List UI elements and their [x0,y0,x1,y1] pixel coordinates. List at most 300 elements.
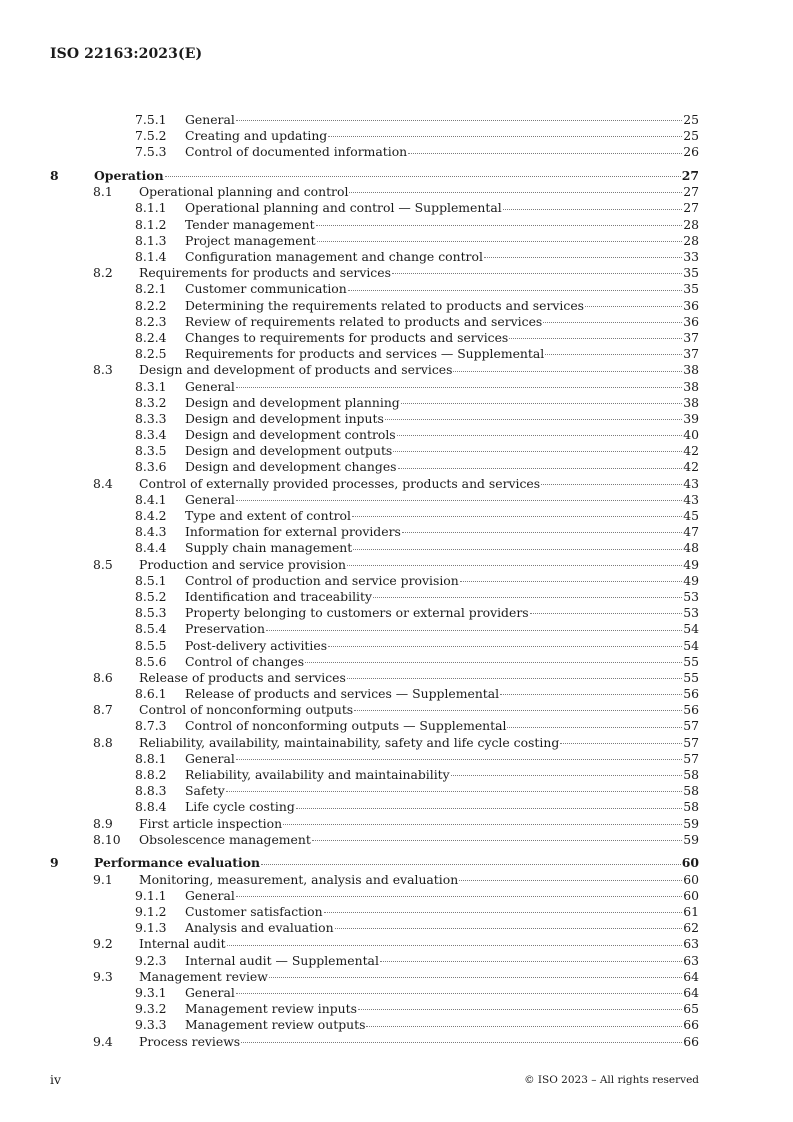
toc-entry-title: Control of changes [185,653,305,669]
toc-entry-page: 60 [683,871,699,887]
toc-entry-number: 9.3 [93,968,113,984]
toc-entry[interactable] [50,969,699,985]
toc-entry-title: Review of requirements related to products and services [185,313,543,329]
toc-entry-title: Project management [185,232,316,248]
toc-entry-number: 8.4.3 [135,524,167,540]
toc-entry[interactable] [50,330,699,346]
toc-entry-number: 8.4.4 [135,540,167,556]
toc-entry-title: Management review inputs [185,1001,357,1017]
toc-entry[interactable] [50,985,699,1001]
toc-entry-line [185,783,699,799]
toc-entry[interactable] [50,589,699,605]
toc-entry-title: General [185,491,235,507]
toc-entry-page: 58 [683,783,699,799]
toc-entry[interactable] [50,443,699,459]
toc-entry-number: 8.3.4 [135,427,167,443]
toc-entry[interactable] [50,524,699,540]
toc-entry-line [185,281,699,297]
toc-entry-title: Changes to requirements for products and services [185,329,509,345]
toc-entry[interactable] [50,128,699,144]
toc-entry-number: 9.4 [93,1033,113,1049]
toc-entry[interactable] [50,298,699,314]
toc-entry-title: Production and service provision [139,556,346,572]
dot-leader [545,354,682,355]
dot-leader [317,241,683,242]
toc-entry-title: General [185,750,235,766]
toc-entry-page: 63 [683,952,699,968]
toc-entry-title: Customer communication [185,281,347,297]
toc-entry-title: Safety [185,783,225,799]
toc-entry-number: 9.3.2 [135,1001,167,1017]
toc-entry-line [185,492,699,508]
toc-entry-title: Analysis and evaluation [185,920,334,936]
toc-entry-number: 8.1.4 [135,249,167,264]
toc-entry-number: 8.9 [93,815,113,831]
toc-entry-title: General [185,378,235,394]
toc-entry[interactable] [50,395,699,411]
toc-entry[interactable] [50,346,699,362]
toc-entry-title: Identification and traceability [185,588,372,604]
toc-entry-page: 43 [683,491,699,507]
toc-entry-number: 8.3.2 [135,394,167,410]
toc-entry-title: Requirements for products and services — Supplemental [185,346,545,362]
toc-entry[interactable] [50,508,699,524]
toc-entry-line [139,702,699,718]
toc-entry-title: Type and extent of control [185,508,351,523]
toc-entry-title: Customer satisfaction [185,904,323,919]
toc-entry-number: 9.1.2 [135,904,167,919]
toc-entry-title: Control of nonconforming outputs — Supplemental [185,718,507,734]
toc-entry[interactable] [50,249,699,265]
dot-leader [283,824,682,825]
dot-leader [226,791,682,792]
toc-entry[interactable] [50,920,699,936]
toc-entry-page: 35 [683,281,699,297]
toc-entry-line [185,128,699,144]
dot-leader [397,435,683,436]
toc-entry-number: 8.3.3 [135,410,167,426]
toc-entry-page: 39 [683,410,699,426]
toc-entry-number: 7.5.3 [135,144,167,160]
toc-entry[interactable] [50,904,699,920]
toc-entry-number: 8.4 [93,475,113,491]
toc-entry-title: First article inspection [139,815,283,831]
toc-entry-number: 8.5.1 [135,572,167,588]
dot-leader [484,257,682,258]
toc-entry-number: 7.5.2 [135,128,167,144]
toc-entry[interactable] [50,184,699,200]
toc-entry-line [185,799,699,815]
toc-entry-line [139,184,699,200]
toc-entry[interactable] [50,888,699,904]
toc-entry-page: 59 [683,831,699,847]
toc-entry[interactable] [50,735,699,751]
dot-leader [509,338,682,339]
toc-entry-number: 8.2.4 [135,329,167,345]
dot-leader [500,694,682,695]
toc-entry-line [185,573,699,589]
toc-entry[interactable] [50,936,699,952]
dot-leader [236,120,682,121]
toc-entry-page: 36 [683,297,699,313]
toc-entry[interactable] [50,816,699,832]
toc-entry-number: 8.5.5 [135,637,167,653]
toc-entry-page: 38 [683,378,699,394]
toc-entry-page: 60 [681,855,699,871]
toc-entry-number: 9.2.3 [135,952,167,968]
toc-entry-number: 8.2.3 [135,313,167,329]
dot-leader [269,977,682,978]
dot-leader [349,192,682,193]
toc-entry[interactable] [50,573,699,589]
toc-entry-line [185,233,699,249]
toc-entry-line [185,508,699,524]
toc-entry-title: Release of products and services — Supplemental [185,686,500,702]
toc-entry-line [94,855,699,871]
toc-entry-title: Design and development inputs [185,410,384,426]
toc-entry[interactable] [50,200,699,216]
toc-entry-title: Reliability, availability, maintainability, safety and life cycle costing [139,734,560,750]
dot-leader [392,273,682,274]
toc-entry[interactable] [50,314,699,330]
toc-entry[interactable] [50,855,699,871]
dot-leader [335,928,683,929]
toc-entry-page: 42 [683,443,699,459]
toc-entry-number: 9.1.1 [135,887,167,903]
toc-entry-page: 45 [683,508,699,523]
toc-entry[interactable] [50,718,699,734]
toc-entry[interactable] [50,832,699,848]
dot-leader [460,581,682,582]
toc-entry-page: 66 [683,1017,699,1033]
toc-entry[interactable] [50,654,699,670]
toc-entry[interactable] [50,427,699,443]
toc-entry-number: 8.1.3 [135,232,167,248]
dot-leader [366,1026,682,1027]
toc-entry-title: Configuration management and change control [185,249,483,264]
toc-entry-title: Process reviews [139,1033,241,1049]
dot-leader [324,912,683,913]
toc-entry[interactable] [50,476,699,492]
toc-entry-line [185,249,699,265]
dot-leader [373,597,682,598]
toc-entry-page: 38 [683,362,699,378]
toc-entry[interactable] [50,217,699,233]
toc-entry-title: Post-delivery activities [185,637,328,653]
toc-entry-line [185,112,699,128]
toc-entry-number: 8.7.3 [135,718,167,734]
toc-entry-line [185,1001,699,1017]
toc-entry-page: 56 [683,686,699,702]
toc-entry-title: Management review outputs [185,1017,366,1033]
toc-entry-page: 28 [683,216,699,232]
toc-entry-line [185,427,699,443]
copyright-notice: © ISO 2023 – All rights reserved [524,1074,699,1086]
toc-entry-line [139,476,699,492]
toc-entry-number: 8.5 [93,556,113,572]
toc-entry-page: 54 [683,621,699,637]
toc-entry-page: 55 [683,653,699,669]
toc-entry-number: 8.4.2 [135,508,167,523]
toc-entry-line [185,985,699,1001]
toc-entry-number: 8.8.3 [135,783,167,799]
dot-leader [352,516,682,517]
toc-entry-title: Internal audit — Supplemental [185,952,379,968]
toc-entry-line [185,953,699,969]
toc-entry-page: 35 [683,265,699,281]
toc-entry-line [185,330,699,346]
toc-entry[interactable] [50,281,699,297]
toc-entry[interactable] [50,702,699,718]
toc-entry-title: Life cycle costing [185,799,295,815]
toc-entry[interactable] [50,557,699,573]
toc-entry-number: 8.6 [93,669,113,685]
dot-leader [543,322,682,323]
toc-entry-page: 27 [683,200,699,216]
toc-entry[interactable] [50,379,699,395]
toc-entry-line [185,654,699,670]
toc-entry-page: 38 [683,394,699,410]
toc-entry-title: Creating and updating [185,128,328,144]
dot-leader [316,225,683,226]
toc-entry-line [185,524,699,540]
toc-entry-title: Performance evaluation [94,855,260,871]
toc-entry-line [185,540,699,556]
toc-entry-page: 25 [683,112,699,127]
toc-entry-page: 57 [683,718,699,734]
dot-leader [354,710,682,711]
toc-entry-title: General [185,887,235,903]
toc-entry-number: 9.3.3 [135,1017,167,1033]
dot-leader [261,864,681,865]
toc-entry-number: 8.8 [93,734,113,750]
toc-entry[interactable] [50,362,699,378]
toc-entry[interactable] [50,411,699,427]
toc-entry-line [185,314,699,330]
toc-entry-title: Control of documented information [185,144,408,160]
dot-leader [401,403,682,404]
dot-leader [227,945,683,946]
toc-entry[interactable] [50,1034,699,1050]
toc-entry-title: Management review [139,968,268,984]
toc-entry[interactable] [50,1001,699,1017]
toc-entry-title: General [185,984,235,1000]
toc-entry-page: 56 [683,702,699,718]
toc-entry-page: 64 [683,984,699,1000]
toc-entry-line [185,621,699,637]
toc-entry-title: Design and development changes [185,459,397,475]
toc-entry-number: 8.3.6 [135,459,167,475]
toc-entry-number: 8.6.1 [135,686,167,702]
toc-entry-page: 62 [683,920,699,936]
dot-leader [358,1009,682,1010]
toc-entry[interactable] [50,265,699,281]
toc-entry-title: Operational planning and control [139,184,349,200]
toc-entry-line [139,969,699,985]
toc-entry-page: 27 [681,168,699,184]
toc-entry-number: 7.5.1 [135,112,167,127]
toc-entry-page: 61 [683,904,699,919]
toc-entry[interactable] [50,112,699,128]
toc-entry-number: 8.5.2 [135,588,167,604]
toc-entry-line [139,936,699,952]
toc-entry-line [185,767,699,783]
toc-entry[interactable] [50,168,699,184]
toc-entry[interactable] [50,459,699,475]
toc-entry-line [139,265,699,281]
toc-entry-title: Operation [94,168,164,184]
table-of-contents [50,112,699,1050]
toc-entry-title: Information for external providers [185,524,401,540]
toc-entry-title: Obsolescence management [139,831,311,847]
toc-entry-page: 55 [683,669,699,685]
toc-entry[interactable] [50,638,699,654]
toc-entry[interactable] [50,670,699,686]
toc-entry-page: 54 [683,637,699,653]
dot-leader [236,500,682,501]
toc-entry-page: 59 [683,815,699,831]
toc-entry-line [139,735,699,751]
dot-leader [266,630,682,631]
toc-entry-number: 9.1.3 [135,920,167,936]
toc-entry-line [185,888,699,904]
toc-entry-title: Preservation [185,621,265,637]
toc-entry[interactable] [50,953,699,969]
toc-entry-page: 53 [683,588,699,604]
toc-entry-title: Control of production and service provision [185,572,459,588]
toc-entry-page: 48 [683,540,699,556]
toc-entry-number: 8.1.2 [135,216,167,232]
toc-entry-number: 8.8.4 [135,799,167,815]
toc-entry[interactable] [50,1017,699,1033]
toc-entry-line [94,168,699,184]
toc-entry-line [185,605,699,621]
toc-entry-title: Operational planning and control — Supplemental [185,200,502,216]
dot-leader [165,176,681,177]
toc-entry-page: 40 [683,427,699,443]
dot-leader [541,484,682,485]
toc-entry[interactable] [50,751,699,767]
toc-entry-line [185,718,699,734]
dot-leader [296,808,682,809]
toc-entry[interactable] [50,233,699,249]
toc-entry-title: Design and development planning [185,394,400,410]
dot-leader [585,306,682,307]
toc-entry-page: 57 [683,734,699,750]
toc-entry-title: Determining the requirements related to products and services [185,297,585,313]
document-header: ISO 22163:2023(E) [50,46,203,62]
toc-entry-number: 8.1.1 [135,200,167,216]
toc-entry-page: 64 [683,968,699,984]
toc-entry-page: 53 [683,605,699,621]
toc-entry-number: 8.2 [93,265,113,281]
toc-entry[interactable] [50,540,699,556]
toc-entry[interactable] [50,605,699,621]
toc-entry-number: 8.3 [93,362,113,378]
toc-entry[interactable] [50,783,699,799]
dot-leader [385,419,682,420]
dot-leader [459,880,682,881]
toc-entry-number: 8.4.1 [135,491,167,507]
toc-entry-number: 9.3.1 [135,984,167,1000]
toc-entry-line [185,638,699,654]
toc-entry[interactable] [50,799,699,815]
toc-entry-page: 27 [683,184,699,200]
toc-entry-title: General [185,112,235,127]
toc-entry[interactable] [50,492,699,508]
toc-entry[interactable] [50,767,699,783]
toc-entry-page: 37 [683,329,699,345]
toc-entry-line [185,395,699,411]
toc-entry-line [185,920,699,936]
toc-entry-line [185,686,699,702]
toc-entry-line [139,832,699,848]
dot-leader [236,896,682,897]
toc-entry[interactable] [50,621,699,637]
dot-leader [241,1042,682,1043]
toc-entry-line [139,670,699,686]
dot-leader [530,613,683,614]
dot-leader [348,290,682,291]
toc-entry-number: 8.10 [93,831,121,847]
toc-entry-line [185,443,699,459]
toc-entry-title: Reliability, availability and maintainability [185,767,450,782]
toc-entry-number: 8 [50,168,59,184]
toc-entry-number: 8.2.1 [135,281,167,297]
dot-leader [347,678,682,679]
page-number: iv [50,1072,61,1087]
toc-entry-page: 42 [683,459,699,475]
toc-entry-title: Supply chain management [185,540,353,556]
dot-leader [236,759,682,760]
dot-leader [236,387,682,388]
toc-entry-line [139,362,699,378]
toc-entry-title: Property belonging to customers or external providers [185,605,529,621]
dot-leader [398,468,683,469]
toc-entry-page: 28 [683,232,699,248]
toc-entry-page: 47 [683,524,699,540]
toc-entry-title: Design and development controls [185,427,396,443]
toc-entry-number: 9.2 [93,936,113,952]
toc-entry-line [139,816,699,832]
toc-entry-number: 8.2.2 [135,297,167,313]
toc-entry-page: 63 [683,936,699,952]
toc-entry-page: 37 [683,346,699,362]
toc-entry-title: Internal audit [139,936,226,952]
toc-entry-line [185,217,699,233]
dot-leader [402,532,682,533]
toc-entry-page: 60 [683,887,699,903]
toc-entry-line [139,557,699,573]
toc-entry[interactable] [50,144,699,160]
toc-entry-line [185,904,699,920]
toc-entry-line [139,1034,699,1050]
dot-leader [507,727,682,728]
dot-leader [453,371,682,372]
toc-entry-page: 26 [683,144,699,160]
toc-entry-number: 8.5.6 [135,653,167,669]
toc-entry[interactable] [50,686,699,702]
toc-entry[interactable] [50,872,699,888]
dot-leader [236,993,682,994]
toc-entry-title: Control of nonconforming outputs [139,702,354,718]
toc-entry-title: Design and development outputs [185,443,393,459]
toc-entry-page: 49 [683,556,699,572]
toc-entry-page: 58 [683,799,699,815]
dot-leader [328,646,682,647]
toc-entry-page: 49 [683,572,699,588]
toc-entry-line [185,346,699,362]
